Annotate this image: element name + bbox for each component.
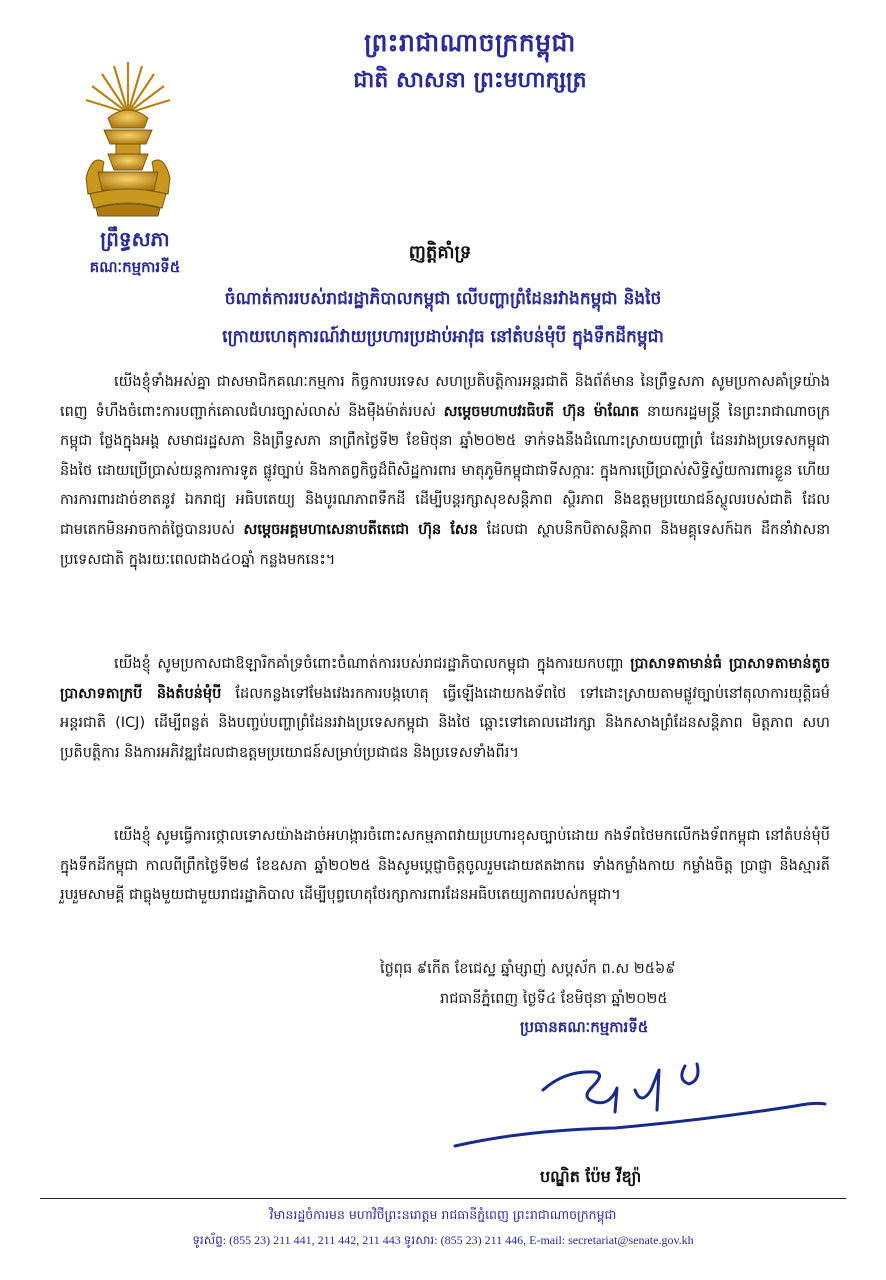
pm-name: សម្តេចមហាបវរធិបតី ហ៊ុន ម៉ាណែត — [443, 403, 640, 420]
solar-date: រាជធានីភ្នំពេញ ថ្ងៃទី៤ ខែមិថុនា ឆ្នាំ២០២៥ — [440, 991, 668, 1007]
national-motto: ជាតិ សាសនា ព្រះមហាក្សត្រ — [353, 68, 587, 93]
paragraph-2 — [60, 650, 830, 768]
cambodian-royal-emblem-icon — [78, 58, 178, 218]
paragraph-1 — [60, 368, 830, 575]
title-line-2: ក្រោយហេតុការណ៍វាយប្រហារប្រដាប់អាវុធ នៅតំបន់មុំបី ក្នុងទឹកដីកម្ពុជា — [222, 327, 664, 347]
paragraph-3 — [60, 822, 830, 911]
temples-list: ប្រាសាទតាមាន់ធំ ប្រាសាទតាមាន់តូច ប្រាសាទតាក្របី និងតំបន់មុំបី — [60, 656, 830, 702]
paragraph-3-text: យើងខ្ញុំ សូមធ្វើការថ្កោលទោសយ៉ាងដាច់អហង្ការចំពោះសកម្មភាពវាយប្រហារខុសច្បាប់ដោយ កងទ័ពថៃមកលើកងទ័ពកម្ពុជា នៅតំបន់មុំបីក្នុងទឹកដីកម្ពុជា កាលពីព្រឹកថ្ងៃទី២៨ ខែឧសភា ឆ្នាំ២០២៥ និងសូមប្តេជ្ញាចិត្តចូលរួមដោយឥតងាករេ ទាំងកម្លាំងកាយ កម្លាំងចិត្ត ប្រាជ្ញា និងស្មារតី រួបរួមសាមគ្គី ជាធ្លុងមួយជាមួយរាជរដ្ឋាភិបាល ដើម្បីបុព្វហេតុថែរក្សាការពារដែនអធិបតេយ្យភាពរបស់កម្ពុជា។ — [60, 828, 830, 904]
footer-contact: ទូរស័ព្ទ: (855 23) 211 441, 211 442, 211 443 ទូរសារ: (855 23) 211 446, E-mail: secretariat@senate.gov.kh — [192, 1233, 694, 1247]
paragraph-1-text-c: នាយករដ្ឋមន្ត្រី នៃព្រះរាជាណាចក្រកម្ពុជា ថ្លែងក្នុងអង្គ សមាជរដ្ឋសភា និងព្រឹទ្ធសភា នាព្រឹកថ្ងៃទី២ ខែមិថុនា ឆ្នាំ២០២៥ ទាក់ទងនឹងដំណោះស្រាយបញ្ហាព្រំ ដែនរវាងប្រទេសកម្ពុជា និងថៃ ដោយប្រើប្រាស់យន្តការការទូត ផ្លូវច្បាប់ និងកាតព្វកិច្ចដ៏ពិសិដ្ឋការពារ មាតុភូមិកម្ពុជាជាទីសក្ការៈ ក្នុងការប្រើប្រាស់សិទ្ធិស្វ័យការពារខ្លួន ហើយការការពារដាច់ខាតនូវ ឯករាជ្យ អធិបតេយ្យ និងបូរណភាពទឹកដី ដើម្បីបន្តរក្សាសុខសន្តិភាព ស្ថិរភាព និងឧត្តមប្រយោជន៍ស្ថូលរបស់ជាតិ ដែលជាមតេកមិនអាចកាត់ថ្លៃបានរបស់ — [60, 403, 830, 538]
paragraph-1-text-e: ដែលជា ស្ថាបនិកបិតាសន្តិភាព និងមគ្គុទេសក៍ឯក ដឹកនាំវាសនាប្រទេសជាតិ ក្នុងរយៈពេលជាង៤០ឆ្នាំ កន្លងមកនេះ។ — [60, 521, 830, 568]
footer-divider — [40, 1198, 846, 1199]
signer-name: បណ្ឌិត ប៉ែម វីឌ្យ៉ា — [540, 1167, 642, 1186]
title-line-1: ចំណាត់ការរបស់រាជរដ្ឋាភិបាលកម្ពុជា លើបញ្ហាព្រំដែនរវាងកម្ពុជា និងថៃ — [224, 289, 662, 309]
signer-title: ប្រធានគណៈកម្មការទី៥ — [520, 1018, 649, 1036]
footer-address: វិមានរដ្ឋចំការមន មហាវិថីព្រះនរោត្តម រាជធានីភ្នំពេញ ព្រះរាជាណាចក្រកម្ពុជា — [269, 1207, 617, 1222]
institution-name: ព្រឹទ្ធសភា — [100, 227, 170, 251]
handwritten-signature-icon — [445, 1050, 835, 1160]
paragraph-2-text-a: យើងខ្ញុំ សូមប្រកាសជាឱឡារិកគាំទ្រចំពោះចំណាត់ការរបស់រាជរដ្ឋាភិបាលកម្ពុជា ក្នុងការយកបញ្ហា — [114, 656, 631, 672]
paragraph-1-text-a: យើងខ្ញុំទាំងអស់គ្នា ជាសមាជិកគណៈកម្មការ កិច្ចការបរទេស សហប្រតិបត្តិការអន្តរជាតិ និងព័ត៌មាន នៃព្រឹទ្ធសភា សូមប្រកាសគាំទ្រយ៉ាងពេញ ទំហឹងចំពោះការបញ្ជាក់គោលជំហរច្បាស់លាស់ និងម៉ឺងម៉ាត់របស់ — [60, 374, 830, 420]
document-type: ញត្តិគាំទ្រ — [408, 242, 472, 263]
commission-name: គណៈកម្មការទី៥ — [89, 258, 181, 276]
senate-president-name: សម្តេចអគ្គមហាសេនាបតីតេជោ ហ៊ុន សែន — [243, 521, 478, 538]
lunar-date: ថ្ងៃពុធ ៩កើត ខែជេស្ឋ ឆ្នាំម្សាញ់ សប្តស័ក ព.ស ២៥៦៩ — [380, 961, 676, 977]
kingdom-heading: ព្រះរាជាណាចក្រកម្ពុជា — [364, 28, 576, 57]
paragraph-2-text-c: ដែលកន្លងទៅមែងវេងរកការបង្កហេតុ ធ្វើឡើងដោយកងទ័ពថៃ ទៅដោះស្រាយតាមផ្លូវច្បាប់នៅតុលាការយុត្តិធម៌អន្តរជាតិ (ICJ) ដើម្បីពន្លត់ និងបញ្ចប់បញ្ហាព្រំដែនរវាងប្រទេសកម្ពុជា និងថៃ ឆ្ពោះទៅគោលដៅរក្សា និងកសាងព្រំដែនសន្តិភាព មិត្តភាព សហប្រតិបត្តិការ និងការអភិវឌ្ឍដែលជាឧត្តមប្រយោជន៍សម្រាប់ប្រជាជន និងប្រទេសទាំងពីរ។ — [60, 685, 831, 761]
